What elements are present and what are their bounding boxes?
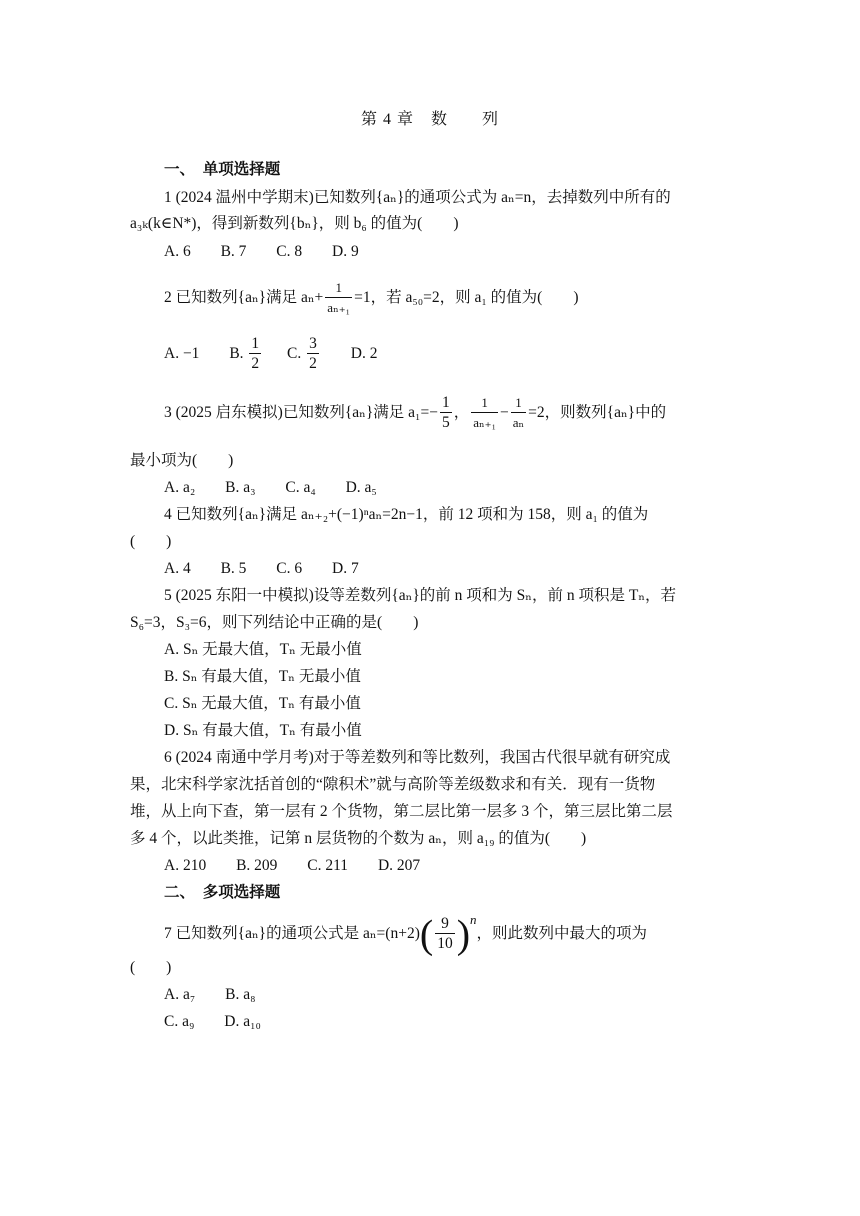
question-2-options (164, 334, 403, 374)
question-3-options (164, 478, 403, 498)
option-b[interactable]: B. 7 (220, 243, 247, 260)
question-5-line-1: 5 (2025 东阳一中模拟)设等差数列{aₙ}的前 n 项和为 Sₙ，前 n 项积是 Tₙ，若 (164, 587, 677, 604)
question-6-line-4: 多 4 个，以此类推，记第 n 层货物的个数为 aₙ，则 a₁₉ 的值为( ) (130, 830, 587, 847)
option-a[interactable]: A. −1 (164, 345, 200, 362)
option-d[interactable]: D. 207 (377, 857, 421, 874)
question-1-line-1: 1 (2024 温州中学期末)已知数列{aₙ}的通项公式为 aₙ=n，去掉数列中所有的 (164, 189, 671, 206)
question-4-line-1: 4 已知数列{aₙ}满足 aₙ₊₂+(−1)ⁿaₙ=2n−1，前 12 项和为 158，则 a₁ 的值为 (164, 506, 649, 523)
question-4-options (164, 559, 385, 579)
question-6-options (164, 856, 446, 876)
q3-text-mid: ， (453, 404, 470, 421)
option-a[interactable]: A. 4 (164, 560, 191, 577)
option-d[interactable]: D. 2 (350, 345, 378, 362)
option-d[interactable]: D. a₅ (345, 479, 377, 496)
option-d[interactable]: D. 9 (332, 243, 359, 260)
option-b-fraction (249, 335, 261, 374)
option-c[interactable]: C. Sₙ 无最大值，Tₙ 有最小值 (164, 695, 361, 712)
question-7-line-1 (164, 912, 647, 956)
option-c-label: C. (287, 345, 302, 362)
q3-f2-num: 1 (471, 394, 498, 413)
question-1-options (164, 242, 385, 262)
q3-text-pre: 3 (2025 启东模拟)已知数列{aₙ}满足 a₁=− (164, 404, 438, 421)
option-c[interactable]: C. 211 (307, 857, 349, 874)
question-7-options-row-2 (164, 1012, 287, 1032)
option-c[interactable]: C. a₉ (164, 1013, 195, 1030)
q7-exponent: n (470, 912, 477, 927)
option-b[interactable]: B. Sₙ 有最大值，Tₙ 无最小值 (164, 668, 361, 685)
q2-text-pre: 2 已知数列{aₙ}满足 aₙ+ (164, 289, 324, 306)
option-c-num: 3 (309, 334, 317, 352)
question-4-line-2: ( ) (130, 533, 172, 550)
left-paren: ( (419, 911, 434, 957)
option-b[interactable]: B. a₈ (225, 986, 256, 1003)
option-b-num: 1 (251, 334, 260, 352)
q3-fraction-2 (471, 394, 498, 433)
option-c[interactable] (287, 334, 321, 374)
question-1-line-2: a₃ₖ(k∈N*)，得到新数列{bₙ}，则 b₆ 的值为( ) (130, 215, 459, 232)
q3-f3-den: aₙ (512, 414, 525, 430)
q3-fraction-3 (511, 394, 526, 433)
right-paren: ) (456, 911, 471, 957)
question-3-line-1 (164, 392, 666, 434)
option-c[interactable]: C. a₄ (285, 479, 316, 496)
option-a[interactable]: A. 210 (164, 857, 207, 874)
option-b[interactable] (229, 334, 263, 374)
question-2-line-1 (164, 278, 579, 318)
q7-frac-num: 9 (435, 915, 455, 934)
option-c-den: 2 (309, 354, 317, 372)
option-d[interactable]: D. Sₙ 有最大值，Tₙ 有最小值 (164, 722, 362, 739)
question-5-line-2: S₆=3，S₃=6，则下列结论中正确的是( ) (130, 614, 419, 631)
q7-text-pre: 7 已知数列{aₙ}的通项公式是 aₙ=(n+2) (164, 925, 420, 942)
option-b[interactable]: B. a₃ (225, 479, 256, 496)
q3-fraction-1 (440, 394, 452, 433)
question-7-options-row-1 (164, 985, 281, 1005)
q7-text-post: ，则此数列中最大的项为 (476, 925, 648, 942)
question-7-line-2: ( ) (130, 959, 172, 976)
q3-f2-den: aₙ₊₁ (473, 414, 496, 430)
option-d[interactable]: D. a₁₀ (224, 1013, 261, 1030)
q2-fraction (325, 279, 352, 318)
chapter-title: 第 4 章 数 列 (360, 111, 499, 128)
q3-f1-num: 1 (441, 393, 450, 411)
question-3-line-2: 最小项为( ) (130, 452, 234, 469)
question-6-line-1: 6 (2024 南通中学月考)对于等差数列和等比数列，我国古代很早就有研究成 (164, 749, 671, 766)
option-b[interactable]: B. 5 (220, 560, 247, 577)
section-multiple-choice: 二、 多项选择题 (164, 884, 281, 901)
option-a[interactable]: A. 6 (164, 243, 191, 260)
q7-fraction (435, 915, 455, 954)
question-6-line-2: 果，北宋科学家沈括首创的“隙积术”就与高阶等差级数求和有关．现有一货物 (130, 776, 656, 793)
option-b-den: 2 (251, 354, 260, 372)
option-d[interactable]: D. 7 (332, 560, 359, 577)
q3-f1-den: 5 (441, 413, 450, 431)
option-c[interactable]: C. 6 (276, 560, 303, 577)
q7-frac-den: 10 (437, 935, 453, 953)
option-c[interactable]: C. 8 (276, 243, 303, 260)
option-b[interactable]: B. 209 (236, 857, 278, 874)
q7-paren-group (420, 912, 470, 956)
q3-minus: − (500, 404, 509, 421)
option-a[interactable]: A. Sₙ 无最大值，Tₙ 无最小值 (164, 641, 362, 658)
q2-frac-num: 1 (325, 279, 352, 298)
q2-text-post: =1，若 a₅₀=2，则 a₁ 的值为( ) (354, 289, 579, 306)
option-a[interactable]: A. a₂ (164, 479, 196, 496)
option-a[interactable]: A. a₇ (164, 986, 196, 1003)
section-single-choice: 一、 单项选择题 (164, 161, 281, 178)
option-b-label: B. (229, 345, 244, 362)
q3-f3-num: 1 (511, 394, 526, 413)
q2-frac-den: aₙ₊₁ (327, 299, 351, 315)
question-6-line-3: 堆，从上向下查，第一层有 2 个货物，第二层比第一层多 3 个，第三层比第二层 (130, 803, 673, 820)
option-c-fraction (307, 335, 319, 374)
q3-text-post: =2，则数列{aₙ}中的 (528, 404, 667, 421)
